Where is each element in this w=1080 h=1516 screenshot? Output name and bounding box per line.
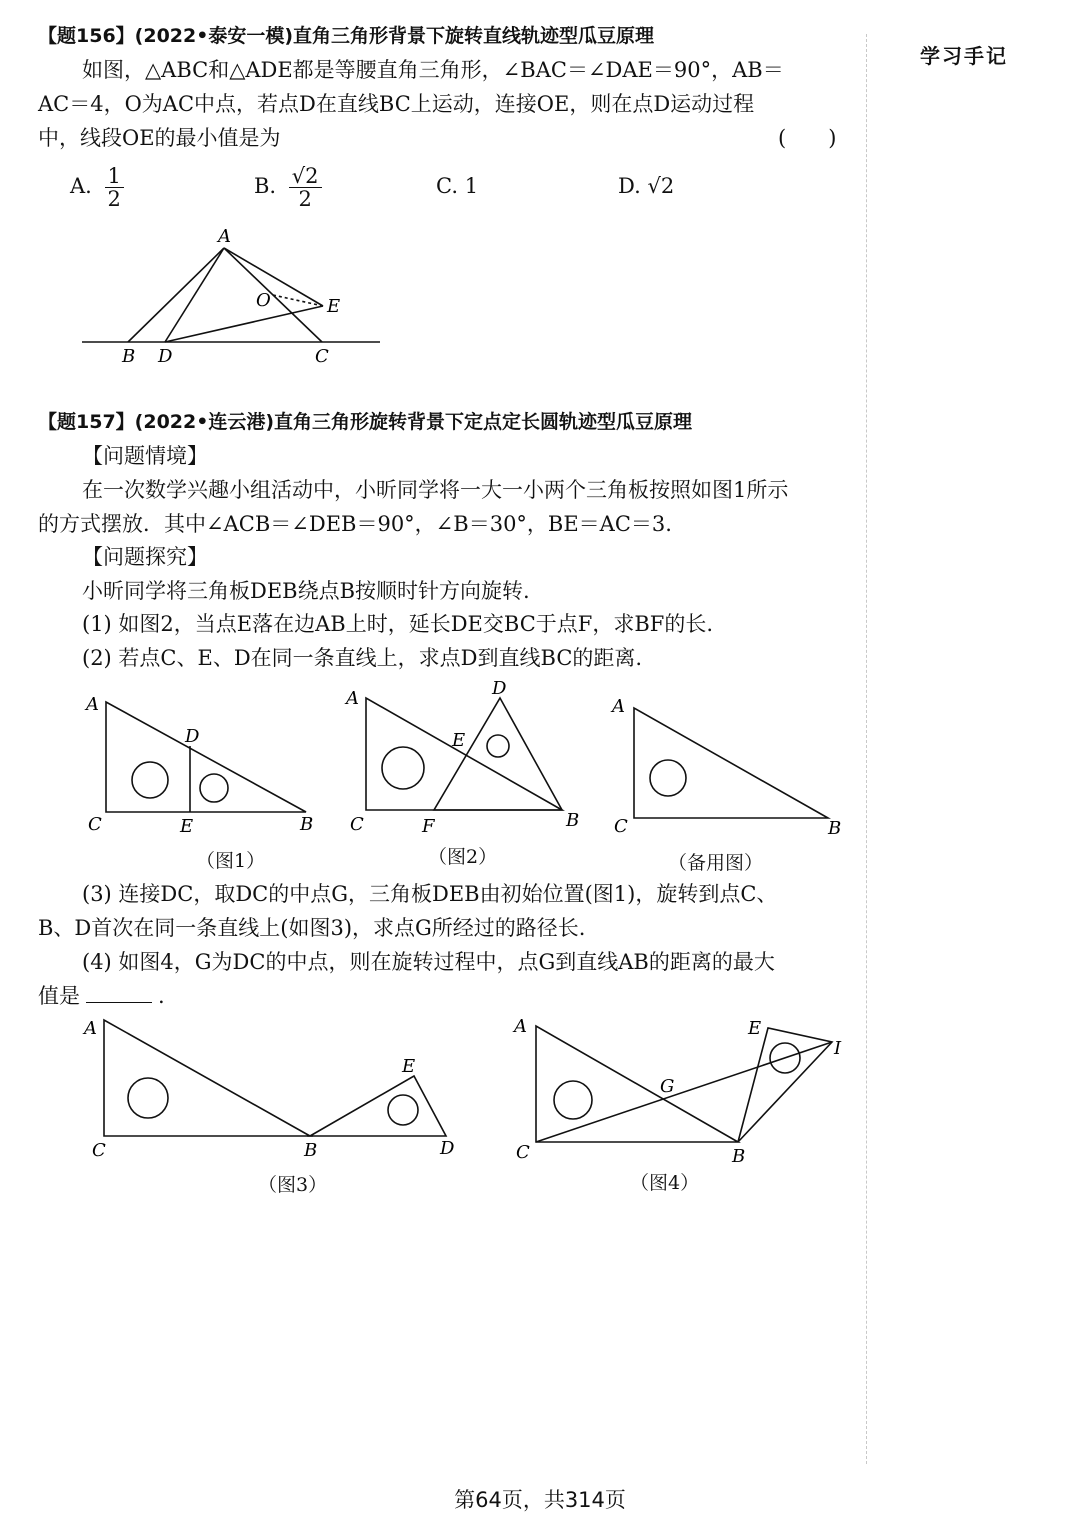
spare-label-c: C bbox=[614, 816, 628, 837]
triangle-hole-small bbox=[388, 1095, 418, 1125]
fig3-label-d: D bbox=[440, 1138, 455, 1159]
triangle-bed bbox=[310, 1076, 446, 1136]
triangle-acb bbox=[104, 1020, 310, 1136]
segment-ae bbox=[224, 248, 323, 306]
option-a-numerator: 1 bbox=[105, 165, 124, 188]
label-o: O bbox=[256, 290, 271, 311]
triangle-hole-large bbox=[132, 762, 168, 798]
fig2-label-a: A bbox=[346, 688, 359, 709]
q157-part4b bbox=[38, 982, 165, 1010]
triangle-hole bbox=[650, 760, 686, 796]
option-b-label: B. bbox=[254, 174, 277, 198]
segment-ab bbox=[128, 248, 224, 342]
fig4-label-b: B bbox=[732, 1146, 746, 1167]
q156-option-d[interactable] bbox=[618, 172, 674, 200]
triangle-hole-large bbox=[128, 1078, 168, 1118]
q157-explore: 小昕同学将三角板DEB绕点B按顺时针方向旋转. bbox=[82, 579, 530, 603]
option-a-fraction bbox=[105, 165, 124, 210]
caption-fig3: （图3） bbox=[258, 1174, 328, 1196]
q157-title: 【题157】(2022•连云港)直角三角形旋转背景下定点定长圆轨迹型瓜豆原理 bbox=[38, 411, 693, 433]
fig4-label-a: A bbox=[514, 1016, 527, 1037]
segment-ad bbox=[165, 248, 224, 342]
answer-blank[interactable] bbox=[86, 982, 152, 1003]
caption-fig-spare: （备用图） bbox=[668, 852, 764, 874]
q157-part4a: (4) 如图4，G为DC的中点，则在旋转过程中，点G到直线AB的距离的最大 bbox=[82, 950, 775, 974]
option-d-value: √2 bbox=[647, 174, 675, 198]
fig1-label-a: A bbox=[86, 694, 99, 715]
fig2-label-f: F bbox=[422, 816, 435, 837]
triangle-hole-small bbox=[200, 774, 228, 802]
triangle-hole-large bbox=[554, 1081, 592, 1119]
spare-label-b: B bbox=[828, 818, 842, 839]
figure-1 bbox=[80, 688, 330, 838]
triangle-bei bbox=[738, 1028, 832, 1142]
fig4-label-e: E bbox=[748, 1018, 762, 1039]
fig1-label-d: D bbox=[185, 726, 200, 747]
q156-line2: AC＝4，O为AC中点，若点D在直线BC上运动，连接OE，则在点D运动过程 bbox=[38, 92, 755, 116]
q157-section-context: 【问题情境】 bbox=[82, 444, 208, 468]
figure-4 bbox=[510, 1010, 850, 1170]
part4-prefix: 值是 bbox=[38, 984, 80, 1008]
triangle-acb bbox=[366, 698, 562, 810]
q156-line1: 如图，△ABC和△ADE都是等腰直角三角形，∠BAC＝∠DAE＝90°，AB＝ bbox=[82, 58, 784, 82]
fig1-label-b: B bbox=[300, 814, 314, 835]
q156-option-b[interactable] bbox=[254, 164, 322, 210]
label-c: C bbox=[315, 346, 329, 367]
option-b-numerator: √2 bbox=[289, 165, 322, 188]
margin-divider bbox=[866, 34, 867, 1464]
triangle-hole-small bbox=[487, 735, 509, 757]
q156-line3: 中，线段OE的最小值是为 bbox=[38, 126, 281, 150]
option-a-label: A. bbox=[70, 174, 92, 198]
segment-ci bbox=[536, 1042, 832, 1142]
fig3-label-a: A bbox=[84, 1018, 97, 1039]
figure-2 bbox=[340, 676, 600, 838]
q156-answer-paren: ( ) bbox=[778, 126, 837, 150]
fig4-label-g: G bbox=[660, 1076, 675, 1097]
fig2-label-b: B bbox=[566, 810, 580, 831]
fig4-label-i: I bbox=[834, 1038, 842, 1059]
caption-fig1: （图1） bbox=[196, 850, 266, 872]
fig3-label-c: C bbox=[92, 1140, 106, 1161]
q157-section-explore: 【问题探究】 bbox=[82, 545, 208, 569]
part4-suffix: . bbox=[158, 984, 165, 1008]
q157-part2: (2) 若点C、E、D在同一条直线上，求点D到直线BC的距离. bbox=[82, 646, 643, 670]
fig2-label-c: C bbox=[350, 814, 364, 835]
q157-part3b: B、D首次在同一条直线上(如图3)，求点G所经过的路径长. bbox=[38, 916, 586, 940]
q157-intro2: 的方式摆放．其中∠ACB＝∠DEB＝90°，∠B＝30°，BE＝AC＝3. bbox=[38, 512, 672, 536]
option-b-denominator: 2 bbox=[298, 187, 312, 211]
q156-option-c[interactable] bbox=[436, 172, 478, 200]
q157-part1: (1) 如图2，当点E落在边AB上时，延长DE交BC于点F，求BF的长. bbox=[82, 612, 714, 636]
fig2-label-e: E bbox=[452, 730, 466, 751]
fig2-label-d: D bbox=[492, 678, 507, 699]
notes-title: 学习手记 bbox=[920, 44, 1008, 68]
label-d: D bbox=[158, 346, 173, 367]
q156-figure bbox=[70, 220, 400, 380]
segment-oe bbox=[273, 295, 323, 306]
triangle-hole-large bbox=[382, 747, 424, 789]
figure-spare bbox=[606, 690, 856, 840]
q157-intro1: 在一次数学兴趣小组活动中，小昕同学将一大一小两个三角板按照如图1所示 bbox=[82, 478, 789, 502]
label-b: B bbox=[122, 346, 136, 367]
triangle-acb bbox=[634, 708, 828, 818]
fig1-label-e: E bbox=[180, 816, 194, 837]
q156-option-a[interactable] bbox=[70, 164, 124, 210]
segment-de bbox=[165, 306, 323, 342]
page-footer: 第64页，共314页 bbox=[454, 1488, 626, 1512]
spare-label-a: A bbox=[612, 696, 625, 717]
q157-part3a: (3) 连接DC，取DC的中点G，三角板DEB由初始位置(图1)，旋转到点C、 bbox=[82, 882, 778, 906]
figure-3 bbox=[80, 1012, 470, 1162]
option-a-denominator: 2 bbox=[107, 187, 121, 211]
option-b-fraction bbox=[289, 165, 322, 210]
option-d-label: D. bbox=[618, 174, 641, 198]
option-c-value: 1 bbox=[464, 174, 479, 198]
q156-title: 【题156】(2022•泰安一模)直角三角形背景下旋转直线轨迹型瓜豆原理 bbox=[38, 25, 655, 47]
triangle-dfb bbox=[434, 698, 562, 810]
fig3-label-b: B bbox=[304, 1140, 318, 1161]
fig4-label-c: C bbox=[516, 1142, 530, 1163]
label-e: E bbox=[327, 296, 341, 317]
caption-fig2: （图2） bbox=[428, 846, 498, 868]
label-a: A bbox=[218, 226, 231, 247]
fig3-label-e: E bbox=[402, 1056, 416, 1077]
triangle-acb bbox=[106, 702, 306, 812]
caption-fig4: （图4） bbox=[630, 1172, 700, 1194]
option-c-label: C. bbox=[436, 174, 458, 198]
fig1-label-c: C bbox=[88, 814, 102, 835]
